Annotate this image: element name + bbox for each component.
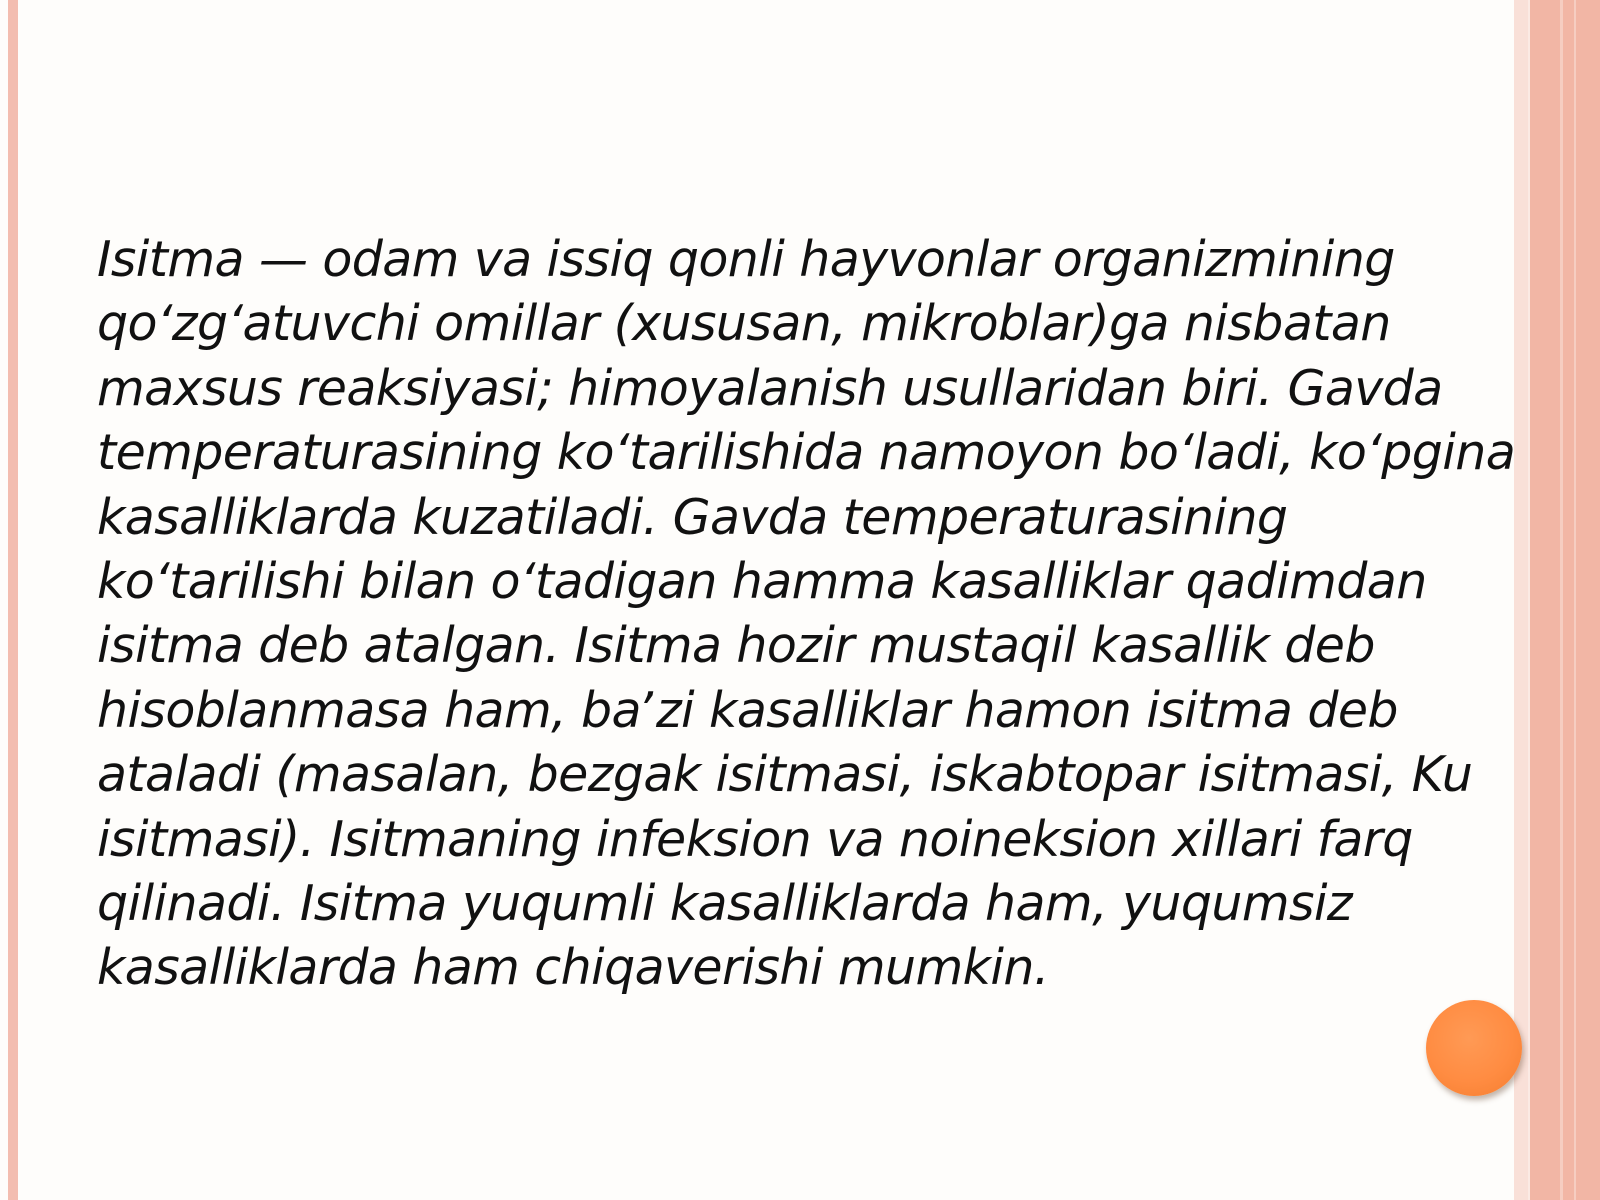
slide-body-text: Isitma — odam va issiq qonli hayvonlar organizmining qoʻzgʻatuvchi omillar (xususan, mikroblar)ga nisbatan maxsus reaksiyasi; himoyalanish usullaridan biri. Gavda temperaturasining koʻtarilishida namoyon boʻladi, koʻpgina kasalliklarda kuzatiladi. Gavda temperaturasining koʻtarilishi bilan oʻtadigan hamma kasalliklar qadimdan isitma deb atalgan. Isitma hozir mustaqil kasallik deb hisoblanmasa ham, baʼzi kasalliklar hamon isitma deb ataladi (masalan, bezgak isitmasi, iskabtopar isitmasi, Ku isitmasi). Isitmaning infeksion va noineksion xillari farq qilinadi. Isitma yuqumli kasalliklarda ham, yuqumsiz kasalliklarda ham chiqaverishi mumkin. (97, 231, 1516, 997)
left-accent-bar (8, 0, 18, 1200)
orange-circle-decoration (1426, 1000, 1522, 1096)
right-accent-line (1574, 0, 1576, 1200)
right-accent-line (1560, 0, 1563, 1200)
right-accent-line (1528, 0, 1530, 1200)
right-accent-band (1528, 0, 1600, 1200)
